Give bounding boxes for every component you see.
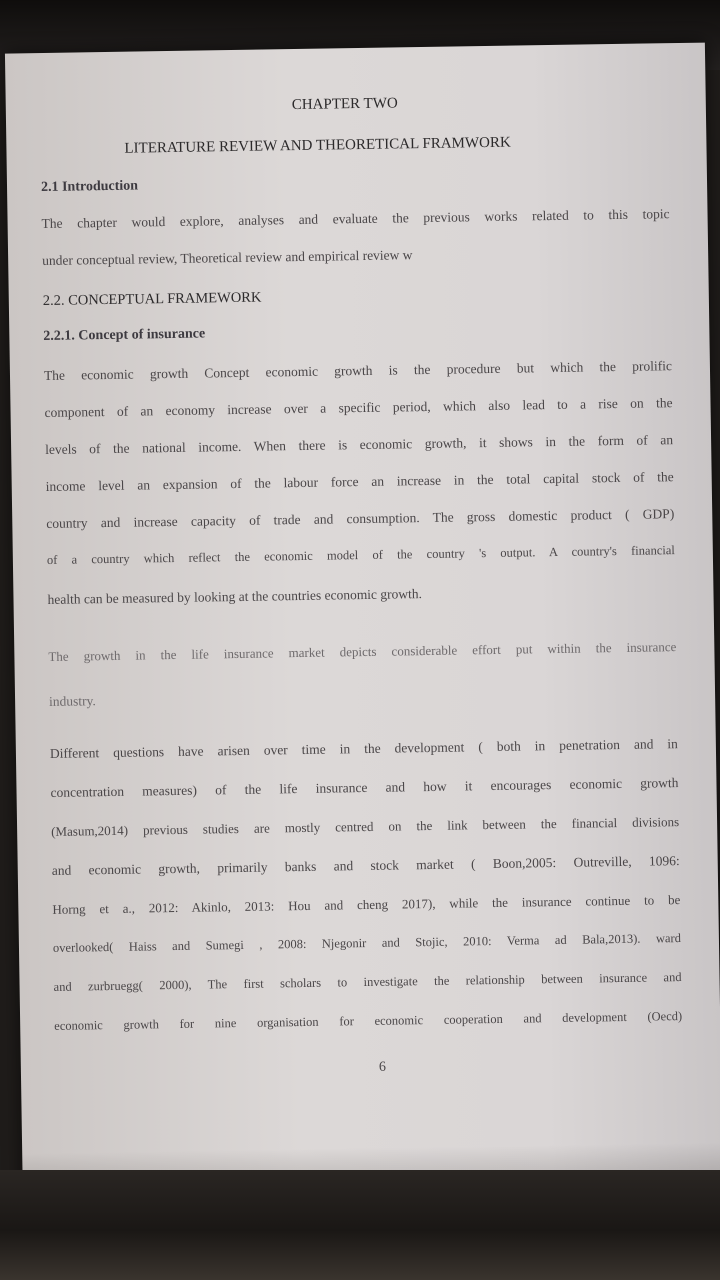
background-bottom xyxy=(0,1170,720,1280)
para1-line-4: income level an expansion of the labour force an increase in the total capital stock of the xyxy=(45,469,674,494)
chapter-subtitle: LITERATURE REVIEW AND THEORETICAL FRAMWORK xyxy=(124,134,511,157)
para1-line-1: The economic growth Concept economic growth is the procedure but which the prolific xyxy=(43,358,673,383)
para3-line-3: (Masum,2014) previous studies are mostly centred on the link between the financial divisions xyxy=(51,814,680,839)
para1-line-3: levels of the national income. When there is economic growth, it shows in the form of an xyxy=(45,432,674,457)
section-heading-conceptual: 2.2. CONCEPTUAL FRAMEWORK xyxy=(42,289,262,310)
para1-line-5: country and increase capacity of trade and consumption. The gross domestic product ( GDP) xyxy=(46,506,675,531)
para3-line-8: economic growth for nine organisation for economic cooperation and development (Oecd) xyxy=(54,1009,683,1033)
para1-line-2: component of an economy increase over a specific period, which also lead to a rise on the xyxy=(44,395,673,420)
chapter-title: CHAPTER TWO xyxy=(291,95,398,114)
intro-line-2: under conceptual review, Theoretical review and empirical review w xyxy=(42,247,413,269)
section-heading-introduction: 2.1 Introduction xyxy=(40,178,139,196)
para3-line-4: and economic growth, primarily banks and stock market ( Boon,2005: Outreville, 1096: xyxy=(51,853,680,878)
para3-line-7: and zurbruegg( 2000), The first scholars to investigate the relationship between insurance and xyxy=(53,970,682,994)
para2-line-2: industry. xyxy=(48,693,96,709)
para3-line-5: Horng et a., 2012: Akinlo, 2013: Hou and cheng 2017), while the insurance continue to be xyxy=(52,892,681,917)
para1-line-6: of a country which reflect the economic model of the country 's output. A country's financial xyxy=(46,543,675,567)
para3-line-6: overlooked( Haiss and Sumegi , 2008: Njegonir and Stojic, 2010: Verma ad Bala,2013). ward xyxy=(52,931,682,955)
para3-line-2: concentration measures) of the life insurance and how it encourages economic growth xyxy=(50,775,679,800)
subsection-heading-insurance: 2.2.1. Concept of insurance xyxy=(43,326,206,344)
para2-line-1: The growth in the life insurance market depicts considerable effort put within the insurance xyxy=(48,639,677,664)
document-page xyxy=(5,43,720,1214)
page-number: 6 xyxy=(378,1059,387,1075)
para1-line-7: health can be measured by looking at the countries economic growth. xyxy=(47,586,423,607)
intro-line-1: The chapter would explore, analyses and evaluate the previous works related to this topic xyxy=(41,206,670,232)
para3-line-1: Different questions have arisen over time in the development ( both in penetration and in xyxy=(49,736,678,761)
